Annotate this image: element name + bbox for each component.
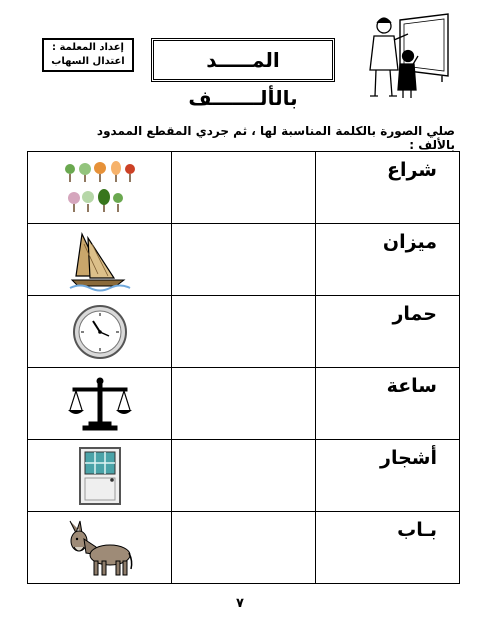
word-cell <box>316 152 460 224</box>
title-box <box>151 38 335 110</box>
answer-blank-cell[interactable] <box>172 152 316 224</box>
table-row <box>28 368 460 440</box>
word-label: أشجار <box>380 447 437 469</box>
teacher-at-board-icon <box>356 12 452 100</box>
teacher-label: إعداد المعلمة : <box>52 42 124 53</box>
word-label: ساعة <box>386 375 437 397</box>
table-row <box>28 296 460 368</box>
picture-cell <box>28 440 172 512</box>
clock-icon <box>71 303 129 361</box>
word-label: بـاب <box>397 519 437 541</box>
table-row <box>28 512 460 584</box>
table-row <box>28 224 460 296</box>
picture-cell <box>28 152 172 224</box>
table-row <box>28 440 460 512</box>
answer-blank-cell[interactable] <box>172 512 316 584</box>
word-cell <box>316 368 460 440</box>
instruction-text: صلي الصورة بالكلمة المناسبة لها ، ثم جردي المقطع الممدود بالألف : <box>96 124 455 152</box>
answer-blank-cell[interactable] <box>172 440 316 512</box>
teacher-credit-box <box>42 38 134 72</box>
teacher-name: اعتدال السهاب <box>51 56 125 67</box>
word-label: حمار <box>392 303 437 325</box>
answer-blank-cell[interactable] <box>172 296 316 368</box>
scale-icon <box>67 376 133 432</box>
word-label: شراع <box>387 159 437 181</box>
picture-cell <box>28 512 172 584</box>
page-number: ٧ <box>236 596 244 611</box>
table-row <box>28 152 460 224</box>
picture-cell <box>28 296 172 368</box>
matching-table <box>27 151 460 584</box>
word-cell <box>316 512 460 584</box>
word-cell <box>316 440 460 512</box>
picture-cell <box>28 368 172 440</box>
donkey-icon <box>66 517 134 579</box>
word-label: ميزان <box>382 231 437 253</box>
word-cell <box>316 224 460 296</box>
picture-cell <box>28 224 172 296</box>
answer-blank-cell[interactable] <box>172 224 316 296</box>
sailboat-icon <box>68 228 132 292</box>
page-title: المـــــد بالألـــــــف <box>188 48 298 110</box>
trees-icon <box>60 160 140 216</box>
word-cell <box>316 296 460 368</box>
door-icon <box>78 446 122 506</box>
answer-blank-cell[interactable] <box>172 368 316 440</box>
